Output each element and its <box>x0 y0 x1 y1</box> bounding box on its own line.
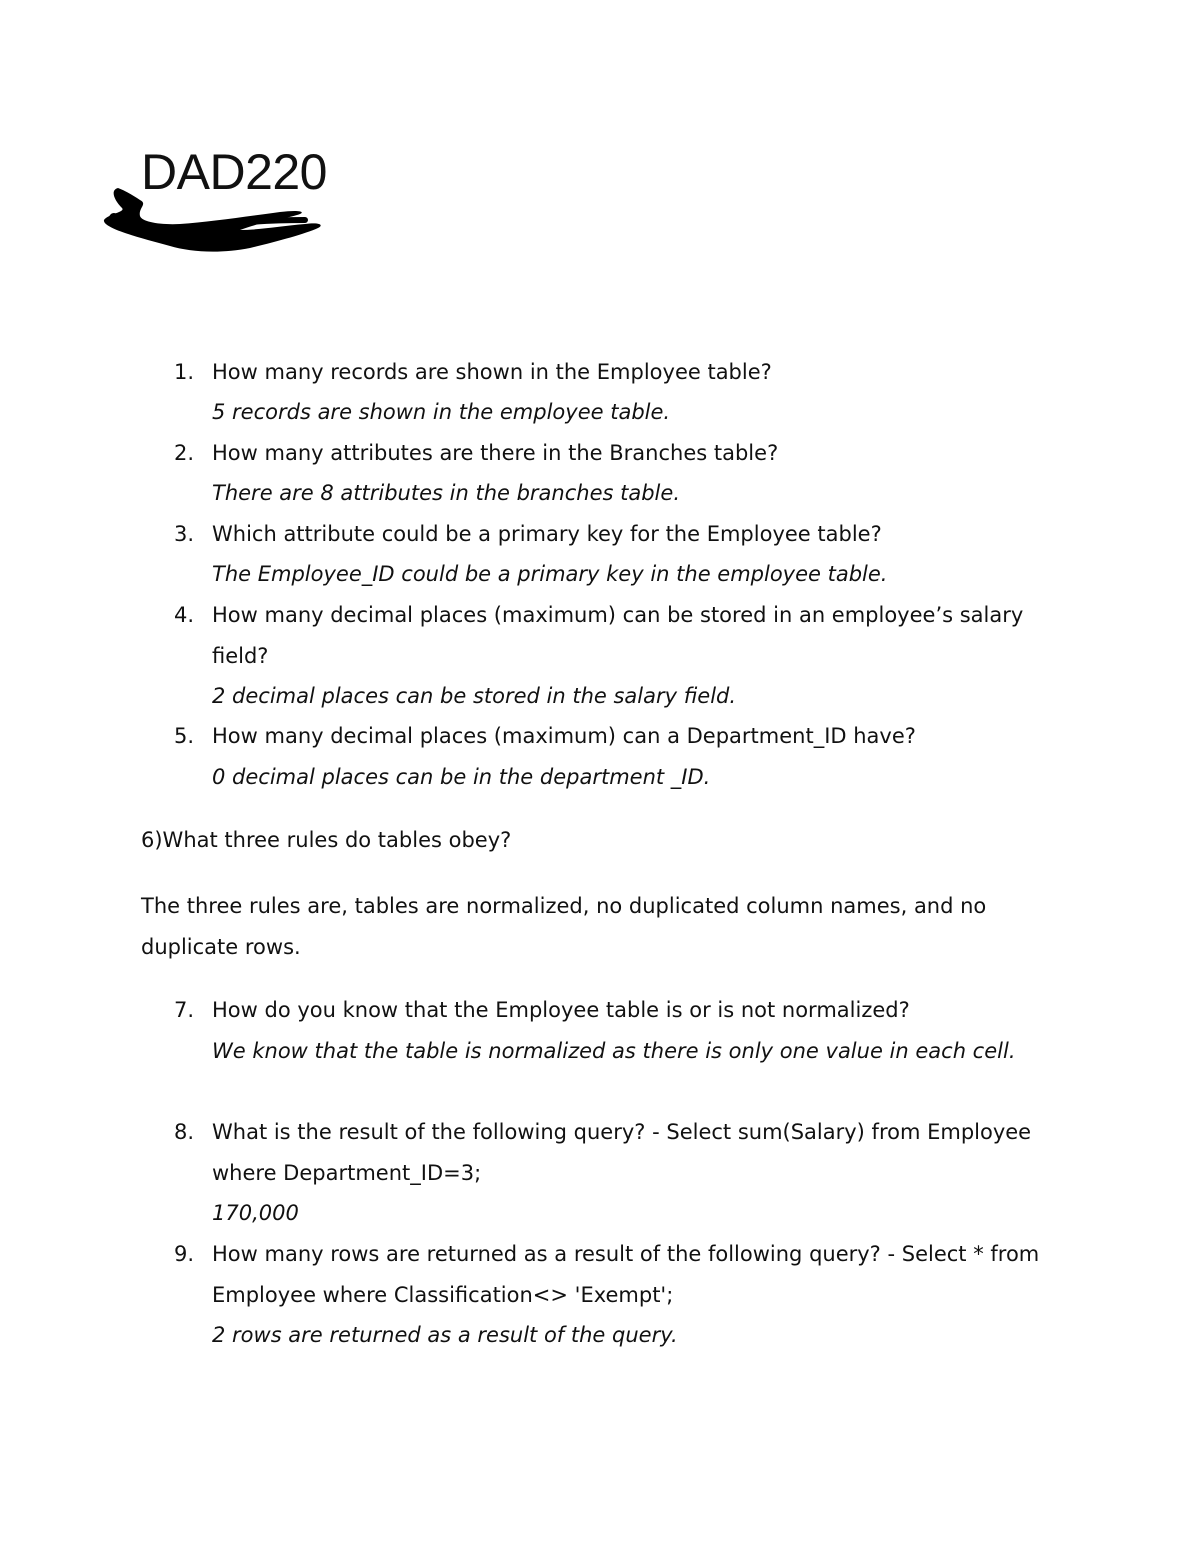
question-6-answer: The three rules are, tables are normalized, no duplicated column names, and no duplicate rows. <box>141 894 987 959</box>
question-text: How many decimal places (maximum) can be stored in an employee’s salary field? <box>212 603 1024 668</box>
answer-text: We know that the table is normalized as there is only one value in each cell. <box>212 1039 1016 1063</box>
question-text: How many attributes are there in the Branches table? <box>212 441 779 465</box>
question-text: Which attribute could be a primary key for the Employee table? <box>212 522 882 546</box>
document-title: DAD220 <box>141 144 327 200</box>
question-number: 5. <box>173 724 194 748</box>
redaction-scribble <box>100 178 325 260</box>
answer-text: 2 rows are returned as a result of the query. <box>212 1323 678 1347</box>
question-number: 7. <box>173 998 194 1022</box>
question-number: 1. <box>173 360 194 384</box>
answer-text: There are 8 attributes in the branches table. <box>212 481 680 505</box>
answer-text: 2 decimal places can be stored in the salary field. <box>212 684 737 708</box>
answer-text: 170,000 <box>212 1201 299 1225</box>
question-text: How many rows are returned as a result of the following query? - Select * from Employee where Classification<> 'Exempt'; <box>212 1242 1040 1307</box>
question-text: How many records are shown in the Employee table? <box>212 360 772 384</box>
question-number: 4. <box>173 603 194 627</box>
question-text: What is the result of the following query? - Select sum(Salary) from Employee where Department_ID=3; <box>212 1120 1032 1185</box>
question-number: 9. <box>173 1242 194 1266</box>
answer-text: The Employee_ID could be a primary key in the employee table. <box>212 562 888 586</box>
answer-text: 0 decimal places can be in the department _ID. <box>212 765 711 789</box>
question-number: 3. <box>173 522 194 546</box>
question-text: How do you know that the Employee table is or is not normalized? <box>212 998 910 1022</box>
question-text: How many decimal places (maximum) can a Department_ID have? <box>212 724 916 748</box>
question-number: 2. <box>173 441 194 465</box>
answer-text: 5 records are shown in the employee table. <box>212 400 671 424</box>
question-number: 8. <box>173 1120 194 1144</box>
question-6-text: 6)What three rules do tables obey? <box>141 828 512 852</box>
